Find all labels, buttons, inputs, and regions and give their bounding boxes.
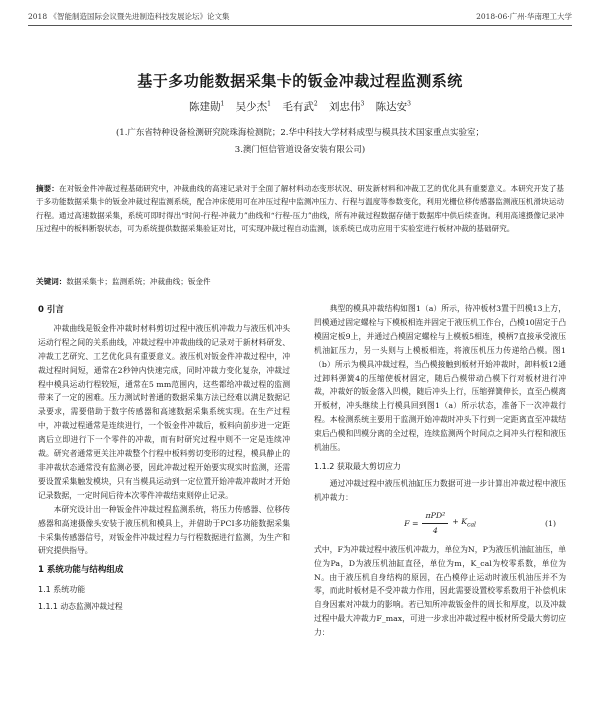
abstract (36, 182, 564, 235)
intro-paragraph-1: 冲裁曲线是钣金件冲裁时材料剪切过程中液压机冲裁力与液压机冲头运动行程之间的关系曲线，冲裁过程中冲裁曲线的记录对于新材料研发、冲裁工艺研究、工艺优化具有重要意义。液压机对钣金件冲裁过程中，冲裁过程时间短，通常在2秒钟内快速完成，同时冲裁力变化复杂，冲裁过程中模具运动行程较短，通常在5 mm范围内，这些都给冲裁过程的监测带来了一定的困难。压力测试时普通的数据采集方法已经难以满足数据记录要求，需要借助于数字传感器和高速数据采集系统实现。在生产过程中，冲裁过程通常是连续进行，一个钣金件冲裁后，板料向前步进一定距离后立即进行下一个零件的冲裁，而有时研究过程中则不一定是连续冲裁。研究者通常更关注冲裁整个行程中板料剪切变形的过程，模具静止的非冲裁状态通常没有监测必要，因此冲裁过程开始要实现实时监测，还需要设置采集触发模块，只有当模具运动到一定位置开始冲裁冲裁时才开始记录数据，一定时间后待本次零件冲裁结束则停止记录。 (38, 323, 290, 500)
section-1-1-2-heading: 1.1.2 获取最大剪切应力 (314, 461, 401, 471)
header-left: 2018 《智能制造国际会议暨先进制造科技发展论坛》论文集 (28, 11, 230, 21)
running-header (28, 9, 572, 26)
author: 刘忠伟$^3$ (329, 100, 365, 113)
affiliations (40, 125, 560, 159)
paper-title: 基于多功能数据采集卡的钣金冲裁过程监测系统 (137, 72, 463, 90)
keywords (36, 276, 564, 287)
formula-numerator: πPD² (422, 509, 448, 524)
structure-paragraph: 典型的模具冲裁结构如图1（a）所示，待冲板材3置于凹模13上方，凹模通过固定螺栓与下模板相连并固定于液压机工作台，凸模10固定于凸模固定板9上，并通过凸模固定螺栓与上模板5相连，模柄7直接承受液压机油缸压力，另一头则与上模板相连，将液压机压力传递给凸模。图1（b）所示为模具冲裁过程，当凸模接触到板材开始冲裁时，卸料板12通过卸料弹簧4的压缩使板材固定，随后凸模带动凸模下行对板材进行冲裁，冲裁好的钣金落入凹模，随后冲头上行，压缩弹簧伸长，直至凸模离开板材，冲头继续上行模具回到图1（a）所示状态，准备下一次冲裁行程。本检测系统主要用于监测开始冲裁时冲头下行到一定距离直至冲裁结束后凸模和凹模分离的全过程，连续监测两个时间点之间冲头行程和液压机油压。 (314, 304, 566, 453)
formula-lhs: F = (404, 518, 419, 528)
formula-denominator: 4 (432, 526, 438, 536)
author: 毛有武$^2$ (282, 100, 318, 113)
force-intro-paragraph: 通过冲裁过程中液压机油缸压力数据可进一步计算出冲裁过程中液压机冲裁力： (314, 478, 566, 502)
equation-number: (1) (544, 518, 556, 528)
section-1-1-heading: 1.1 系统功能 (38, 585, 86, 595)
intro-paragraph-2: 本研究设计出一种钣金件冲裁过程监测系统，将压力传感器、位移传感器和高速摄像头安装于液压机和模具上，并借助于PCI多功能数据采集卡采集传感器信号，对钣金件冲裁过程力与行程数据进行监测，为生产和研究提供指导。 (38, 504, 290, 556)
keywords-text: 数据采集卡；监测系统；冲裁曲线；钣金件 (66, 277, 211, 286)
abstract-label: 摘要： (36, 184, 59, 193)
affiliation-line-1: (1.广东省特种设备检测研究院珠海检测院；2.华中科技大学材料成型与模具技术国家重点实验室； (115, 128, 485, 138)
author-list (0, 99, 600, 114)
keywords-label: 关键词： (36, 277, 67, 286)
section-1-1-1-heading: 1.1.1 动态监测冲裁过程 (38, 602, 123, 612)
equation-1 (314, 507, 566, 541)
author: 陈建勋$^1$ (188, 100, 225, 113)
abstract-text: 在对钣金件冲裁过程基础研究中，冲裁曲线的高速记录对于全面了解材料动态变形状况、研发新材料和冲裁工艺的优化具有重要意义。本研究开发了基于多功能数据采集卡的钣金冲裁过程监测系统，配合冲床使用可在冲压过程中监测冲压力、行程与温度等参数变化，利用光栅位移传感器监测液压机滑块运动行程。通过高速数据采集，系统可即时得出“时间-行程-冲裁力”曲线和“行程-压力”曲线，所有冲裁过程数据存储于数据库中供后续查询。利用高速摄像记录冲压过程中的板料断裂状态，可为系统提供数据采集验证对比，可实现冲裁过程自动监测，该系统已成功应用于实验室进行板材冲裁的基础研究。 (36, 184, 565, 233)
formula-fraction (422, 509, 448, 538)
formula-explanation: 式中，F为冲裁过程中液压机冲裁力，单位为N，P为液压机油缸油压，单位为Pa，D为液压机油缸直径，单位为m，K_cal为校零系数，单位为N。由于液压机自身结构的原因，在凸模停止运动时液压机油压并不为零，而此时板材是不受冲裁力作用，因此需要设置校零系数用于补偿机床自身因素对冲裁力的影响。若已知所冲裁钣金件的周长和厚度，以及冲裁过程中最大冲裁力F_max，可进一步求出冲裁过程中板材所受最大剪切应力： (314, 544, 566, 638)
affiliation-line-2: 3.澳门恒信管道设备安装有限公司) (234, 145, 366, 155)
section-1-heading: 1 系统功能与结构组成 (38, 565, 124, 576)
right-column (314, 302, 566, 640)
left-column (38, 302, 290, 616)
formula-rhs: + $K_{cal}$ (452, 516, 476, 529)
intro-heading: 0 引言 (38, 305, 64, 315)
header-right: 2018-06·广州·华南理工大学 (476, 11, 572, 21)
author: 陈达安$^3$ (375, 100, 411, 113)
author: 吴少杰$^1$ (235, 100, 271, 113)
